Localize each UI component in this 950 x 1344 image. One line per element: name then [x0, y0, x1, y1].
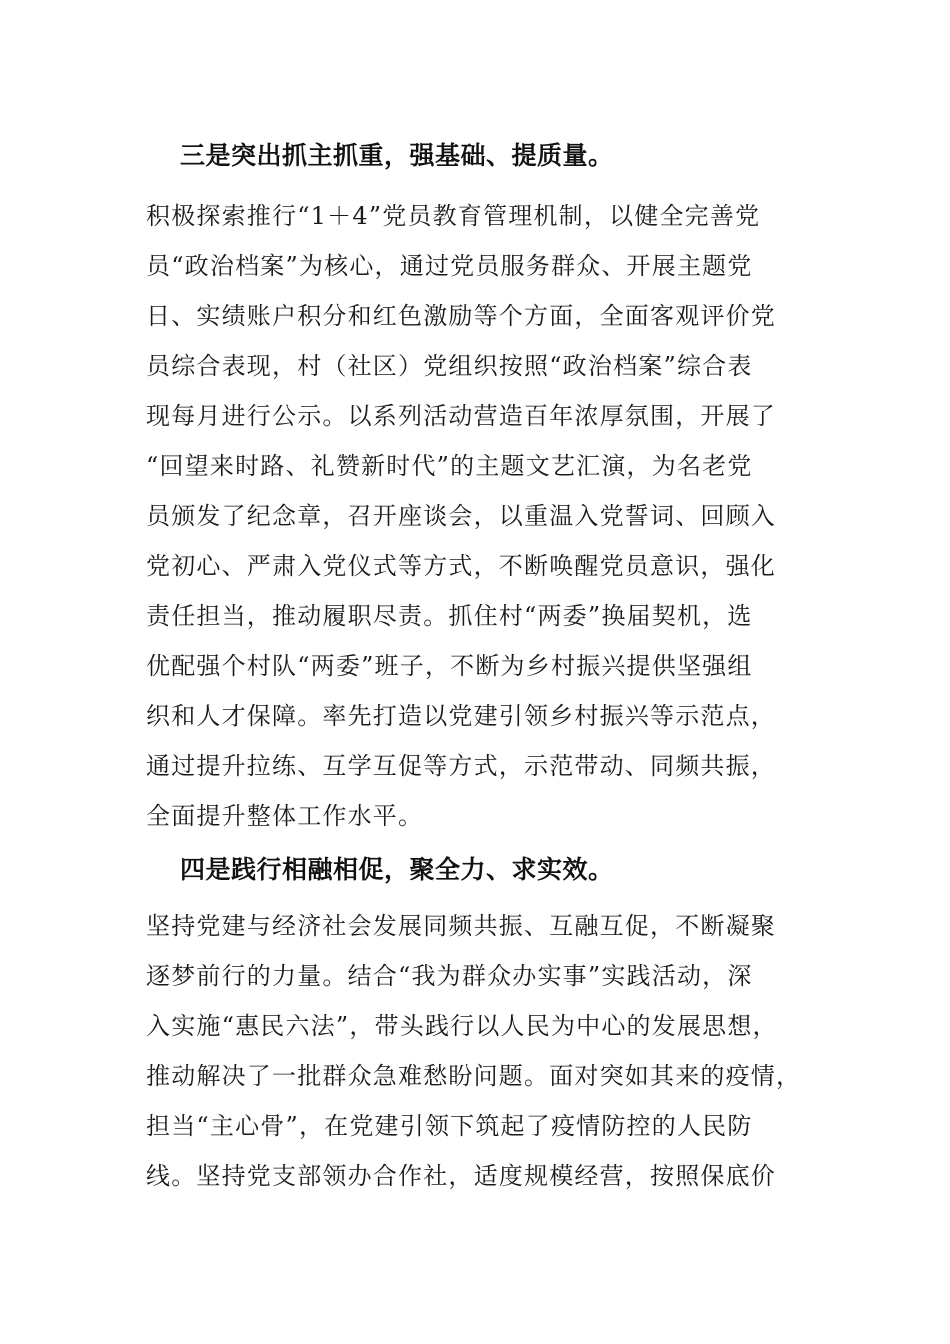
- section-3-line-1: 积极探索推行“1＋4”党员教育管理机制，以健全完善党: [146, 202, 761, 230]
- section-4-line-3: 入实施“惠民六法”，带头践行以人民为中心的发展思想，: [146, 1012, 778, 1040]
- section-3-line-12: 通过提升拉练、互学互促等方式，示范带动、同频共振，: [146, 752, 776, 780]
- section-4-heading: 四是践行相融相促，聚全力、求实效。: [180, 855, 614, 884]
- section-4-line-4: 推动解决了一批群众急难愁盼问题。面对突如其来的疫情，: [146, 1062, 802, 1090]
- section-3-line-7: 员颁发了纪念章，召开座谈会，以重温入党誓词、回顾入: [146, 502, 776, 530]
- section-4-line-1: 坚持党建与经济社会发展同频共振、互融互促，不断凝聚: [146, 912, 776, 940]
- section-3-line-5: 现每月进行公示。以系列活动营造百年浓厚氛围，开展了: [146, 402, 776, 430]
- section-4-line-5: 担当“主心骨”，在党建引领下筑起了疫情防控的人民防: [146, 1112, 753, 1140]
- section-4-line-6: 线。坚持党支部领办合作社，适度规模经营，按照保底价: [146, 1162, 776, 1190]
- section-3-line-8: 党初心、严肃入党仪式等方式，不断唤醒党员意识，强化: [146, 552, 776, 580]
- section-3-line-3: 日、实绩账户积分和红色激励等个方面，全面客观评价党: [146, 302, 776, 330]
- section-3-line-2: 员“政治档案”为核心，通过党员服务群众、开展主题党: [146, 252, 753, 280]
- section-3-line-13: 全面提升整体工作水平。: [146, 802, 424, 830]
- section-3-line-4: 员综合表现，村（社区）党组织按照“政治档案”综合表: [146, 352, 753, 380]
- section-4-line-2: 逐梦前行的力量。结合“我为群众办实事”实践活动，深: [146, 962, 753, 990]
- section-3-heading: 三是突出抓主抓重，强基础、提质量。: [180, 141, 614, 170]
- section-3-line-10: 优配强个村队“两委”班子，不断为乡村振兴提供坚强组: [146, 652, 753, 680]
- section-3-line-6: “回望来时路、礼赞新时代”的主题文艺汇演，为名老党: [146, 452, 753, 480]
- section-3-line-11: 织和人才保障。率先打造以党建引领乡村振兴等示范点，: [146, 702, 776, 730]
- section-3-line-9: 责任担当，推动履职尽责。抓住村“两委”换届契机，选: [146, 602, 753, 630]
